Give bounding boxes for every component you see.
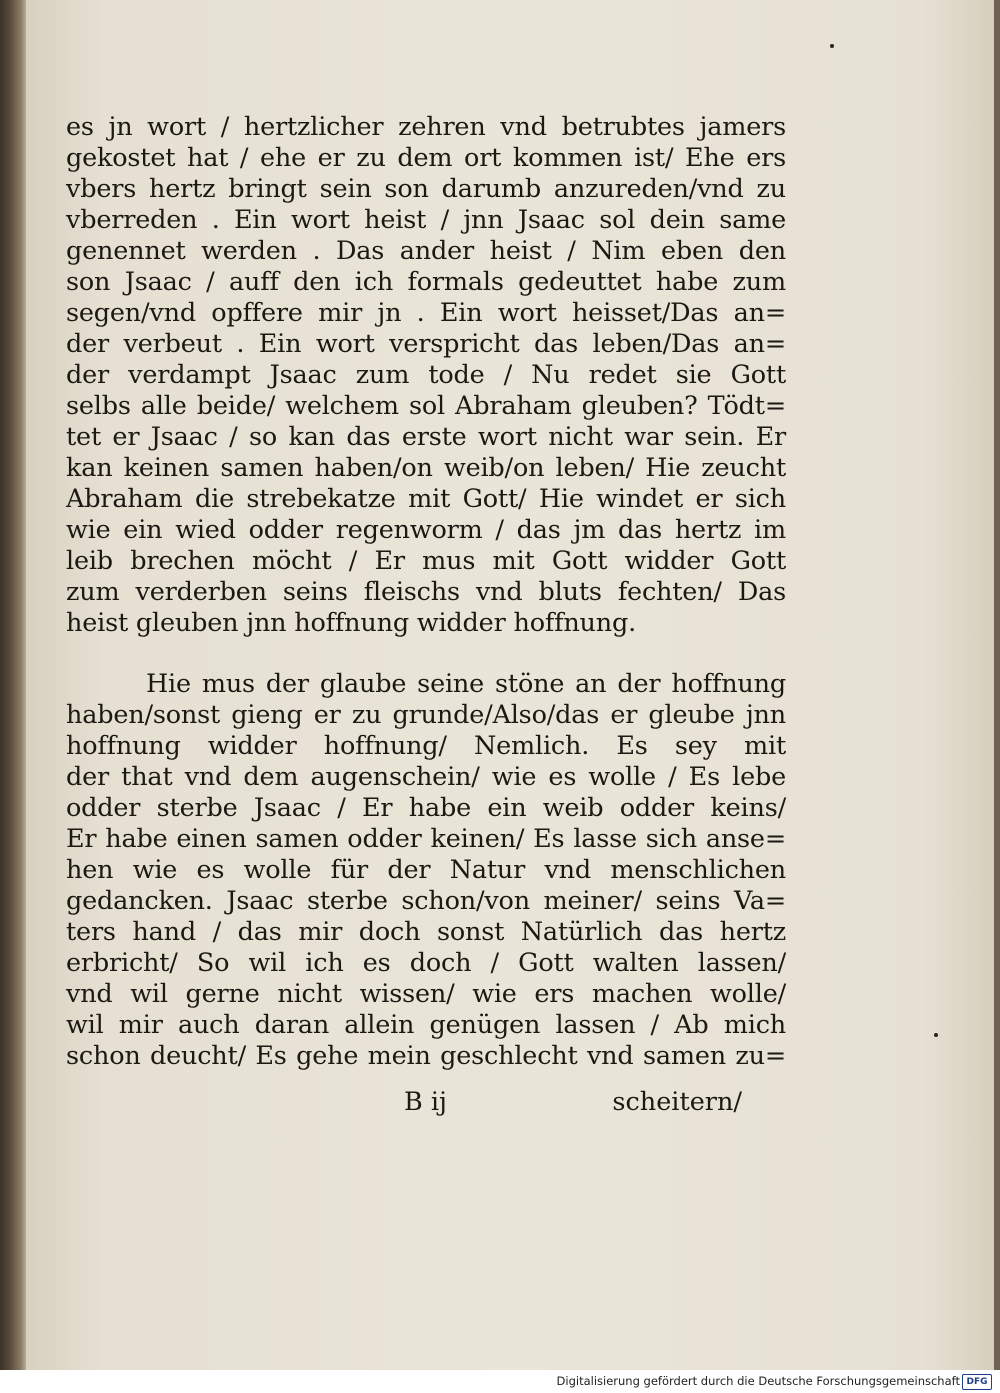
paper-speck [830,44,834,48]
text-line: Er habe einen samen odder keinen/ Es lasse sich anse= [66,824,786,854]
text-line: ters hand / das mir doch sonst Natürlich das hertz [66,917,786,947]
text-line: schon deucht/ Es gehe mein geschlecht vnd samen zu= [66,1041,786,1071]
text-line: erbricht/ So wil ich es doch / Gott walten lassen/ [66,948,786,978]
text-line: vnd wil gerne nicht wissen/ wie ers machen wolle/ [66,979,786,1009]
text-line: tet er Jsaac / so kan das erste wort nicht war sein. Er [66,422,786,452]
dfg-logo-icon: DFG [962,1374,992,1390]
text-line: leib brechen möcht / Er mus mit Gott widder Gott [66,546,786,576]
text-line: vbers hertz bringt sein son darumb anzureden/vnd zu [66,174,786,204]
paragraph-1 [66,112,786,639]
text-line: hoffnung widder hoffnung/ Nemlich. Es sey mit [66,731,786,761]
text-line: Abraham die strebekatze mit Gott/ Hie windet er sich [66,484,786,514]
paragraph-gap [66,639,786,669]
text-line: odder sterbe Jsaac / Er habe ein weib odder keins/ [66,793,786,823]
text-line: gedancken. Jsaac sterbe schon/von meiner/ seins Va= [66,886,786,916]
main-text [66,112,786,1072]
paper-speck [934,1033,938,1037]
text-line: der that vnd dem augenschein/ wie es wolle / Es lebe [66,762,786,792]
text-line: vberreden . Ein wort heist / jnn Jsaac sol dein same [66,205,786,235]
text-line: der verbeut . Ein wort verspricht das leben/Das an= [66,329,786,359]
text-line: kan keinen samen haben/on weib/on leben/ Hie zeucht [66,453,786,483]
text-line: Hie mus der glaube seine stöne an der hoffnung [146,669,786,699]
text-line: zum verderben seins fleischs vnd bluts fechten/ Das [66,577,786,607]
text-line: haben/sonst gieng er zu grunde/Also/das er gleube jnn [66,700,786,730]
text-line: es jn wort / hertzlicher zehren vnd betrubtes jamers [66,112,786,142]
text-line: hen wie es wolle für der Natur vnd menschlichen [66,855,786,885]
digitization-credit-bar [0,1370,1000,1393]
text-line: gekostet hat / ehe er zu dem ort kommen ist/ Ehe ers [66,143,786,173]
book-binding-edge [0,0,26,1370]
text-line: der verdampt Jsaac zum tode / Nu redet sie Gott [66,360,786,390]
page-footer [66,1083,742,1123]
text-line: wil mir auch daran allein genügen lassen / Ab mich [66,1010,786,1040]
text-line: son Jsaac / auff den ich formals gedeuttet habe zum [66,267,786,297]
text-line: heist gleuben jnn hoffnung widder hoffnung. [66,608,637,638]
paragraph-2 [66,669,786,1072]
text-line: genennet werden . Das ander heist / Nim eben den [66,236,786,266]
text-line: selbs alle beide/ welchem sol Abraham gleuben? Tödt= [66,391,786,421]
funding-credit-text: Digitalisierung gefördert durch die Deutsche Forschungsgemeinschaft [556,1374,960,1388]
text-line: wie ein wied odder regenworm / das jm das hertz im [66,515,786,545]
page-right-edge [994,0,1000,1370]
catchword: scheitern/ [612,1087,742,1117]
signature-mark: B ij [404,1087,447,1117]
text-line: segen/vnd opffere mir jn . Ein wort heisset/Das an= [66,298,786,328]
